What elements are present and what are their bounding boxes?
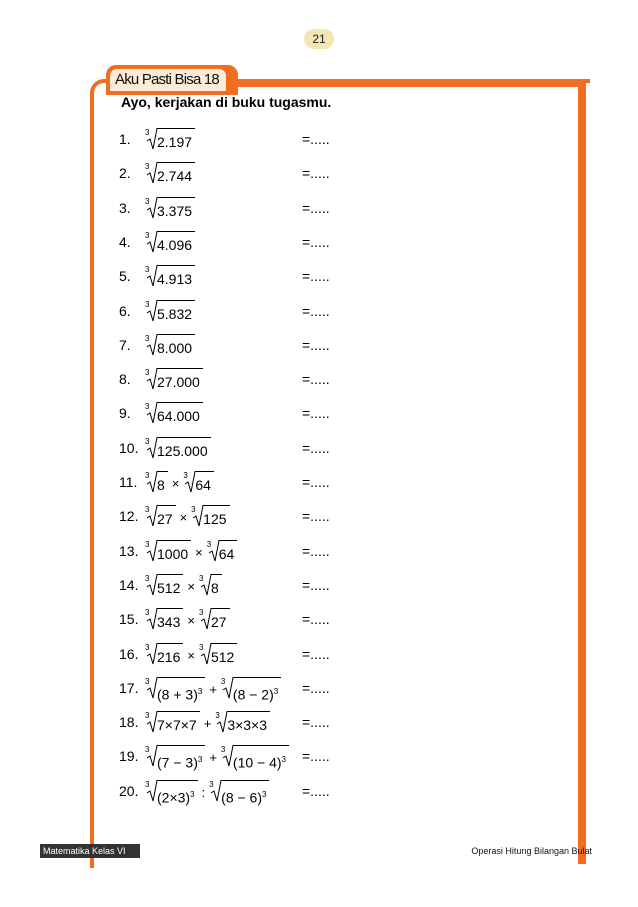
radical-sign-icon <box>145 606 159 632</box>
radical-sign-icon <box>145 469 159 495</box>
radical-sign-icon <box>145 675 159 701</box>
root-index: 3 <box>198 608 204 617</box>
cube-root <box>145 709 200 735</box>
radicand <box>157 608 183 631</box>
cube-root <box>215 709 270 735</box>
radicand <box>157 677 205 704</box>
root-index: 3 <box>145 368 150 377</box>
cube-root <box>221 743 289 769</box>
answer-blank: =..... <box>302 611 330 627</box>
cube-root <box>145 778 198 804</box>
cube-root <box>145 229 195 255</box>
footer-book-title: Matematika Kelas VI <box>40 844 140 858</box>
page-number: 21 <box>304 29 334 49</box>
radical-sign-icon <box>199 606 213 632</box>
exercise-number: 10. <box>119 440 139 456</box>
root-index: 3 <box>145 608 150 617</box>
radicand <box>157 505 176 528</box>
radicand-value: 125 <box>203 511 227 527</box>
radicand <box>157 197 195 220</box>
exercise-number: 8. <box>119 371 131 387</box>
cube-root <box>145 298 195 324</box>
exercise-expression <box>145 126 195 152</box>
operator: × <box>187 648 195 663</box>
answer-blank: =..... <box>302 543 330 559</box>
cube-root <box>199 572 222 598</box>
radical-sign-icon <box>215 709 229 735</box>
radicand <box>157 231 195 254</box>
root-index: 3 <box>215 711 220 720</box>
exercise-expression <box>145 160 195 186</box>
radical-sign-icon <box>207 538 221 564</box>
power-exponent: 3 <box>281 755 286 764</box>
radicand <box>157 162 195 185</box>
operator: : <box>201 785 206 800</box>
answer-blank: =..... <box>302 646 330 662</box>
cube-root <box>183 469 214 495</box>
power-exponent: 3 <box>190 790 195 799</box>
operator: × <box>187 613 195 628</box>
cube-root <box>145 332 195 358</box>
cube-root <box>207 538 238 564</box>
radicand-value: (2×3) <box>157 789 191 806</box>
cube-root <box>221 675 281 701</box>
exercise-expression <box>145 572 222 598</box>
cube-root <box>145 400 203 426</box>
radicand <box>157 540 191 563</box>
radical-sign-icon <box>199 641 213 667</box>
radicand <box>157 368 203 391</box>
root-index: 3 <box>145 334 150 343</box>
radicand-value: 64.000 <box>157 408 200 424</box>
radicand-value: 64 <box>195 477 211 493</box>
root-index: 3 <box>145 643 150 652</box>
radicand <box>195 471 214 494</box>
radicand <box>157 300 195 323</box>
radicand-value: 27 <box>157 511 173 527</box>
frame-right-bar <box>578 79 586 864</box>
radical-sign-icon <box>145 298 159 324</box>
radical-sign-icon <box>145 263 159 289</box>
root-index: 3 <box>145 402 150 411</box>
operator: + <box>209 682 217 697</box>
exercise-expression <box>145 195 195 221</box>
footer-chapter-title: Operasi Hitung Bilangan Bulat <box>471 846 592 856</box>
radicand-value: 343 <box>157 614 181 630</box>
exercise-number: 7. <box>119 337 131 353</box>
root-index: 3 <box>145 197 150 206</box>
exercise-expression <box>145 709 270 735</box>
answer-blank: =..... <box>302 748 330 764</box>
radical-sign-icon <box>145 538 159 564</box>
operator: × <box>171 476 180 491</box>
operator: × <box>179 510 188 525</box>
radical-sign-icon <box>191 503 205 529</box>
radicand <box>157 265 195 288</box>
radicand-value: (8 − 2) <box>232 686 274 703</box>
radicand-value: 27 <box>210 614 227 630</box>
root-index: 3 <box>145 300 150 309</box>
root-index: 3 <box>145 780 150 789</box>
radicand-value: (8 + 3) <box>157 686 198 703</box>
radicand-value: 4.096 <box>157 237 193 253</box>
exercise-expression <box>145 229 195 255</box>
power-exponent: 3 <box>197 755 203 764</box>
radicand <box>211 608 230 631</box>
exercise-expression <box>145 263 195 289</box>
exercise-number: 13. <box>119 543 139 559</box>
radicand-value: 125.000 <box>157 443 208 459</box>
radical-sign-icon <box>145 160 159 186</box>
root-index: 3 <box>145 231 150 240</box>
radicand-value: 8 <box>157 477 165 493</box>
power-exponent: 3 <box>197 687 203 696</box>
footer <box>0 844 638 858</box>
answer-blank: =..... <box>302 303 330 319</box>
exercise-expression <box>145 606 230 632</box>
cube-root <box>209 778 269 804</box>
radical-sign-icon <box>209 778 223 804</box>
root-index: 3 <box>206 540 212 549</box>
root-index: 3 <box>198 574 204 583</box>
radicand <box>157 745 205 772</box>
root-index: 3 <box>145 437 150 446</box>
exercise-number: 3. <box>119 200 131 216</box>
answer-blank: =..... <box>302 371 330 387</box>
radical-sign-icon <box>221 743 235 769</box>
exercise-number: 12. <box>119 508 139 524</box>
root-index: 3 <box>183 471 188 480</box>
radicand-value: 8 <box>210 580 219 596</box>
radical-sign-icon <box>145 709 159 735</box>
exercise-expression <box>145 332 195 358</box>
radicand-value: 512 <box>210 649 235 665</box>
exercise-number: 16. <box>119 646 139 662</box>
root-index: 3 <box>191 505 196 514</box>
answer-blank: =..... <box>302 234 330 250</box>
cube-root <box>145 435 211 461</box>
radical-sign-icon <box>145 195 159 221</box>
cube-root <box>145 366 203 392</box>
exercise-expression <box>145 641 237 667</box>
radicand-value: (7 − 3) <box>157 754 198 771</box>
radicand <box>157 334 195 357</box>
exercise-number: 4. <box>119 234 131 250</box>
answer-blank: =..... <box>302 200 330 216</box>
answer-blank: =..... <box>302 268 330 284</box>
radicand-value: 7×7×7 <box>157 717 197 733</box>
cube-root <box>145 263 195 289</box>
radicand-value: 512 <box>157 580 181 596</box>
cube-root <box>145 503 176 529</box>
root-index: 3 <box>145 162 150 171</box>
cube-root <box>145 469 168 495</box>
answer-blank: =..... <box>302 131 330 147</box>
cube-root <box>145 675 205 701</box>
operator: × <box>187 579 195 594</box>
cube-root <box>191 503 229 529</box>
exercise-number: 9. <box>119 405 131 421</box>
exercise-expression <box>145 778 269 804</box>
power-exponent: 3 <box>262 790 267 799</box>
radicand <box>233 677 281 704</box>
radicand <box>227 711 270 734</box>
cube-root <box>145 538 191 564</box>
answer-blank: =..... <box>302 508 330 524</box>
exercise-expression <box>145 503 230 529</box>
radicand-value: (8 − 6) <box>221 789 263 806</box>
exercise-number: 19. <box>119 748 139 764</box>
radicand-value: 64 <box>218 546 235 562</box>
cube-root <box>145 126 195 152</box>
power-exponent: 3 <box>273 687 279 696</box>
answer-blank: =..... <box>302 680 330 696</box>
radical-sign-icon <box>145 503 159 529</box>
radical-sign-icon <box>145 435 159 461</box>
radical-sign-icon <box>221 675 235 701</box>
exercise-expression <box>145 435 211 461</box>
radical-sign-icon <box>145 641 159 667</box>
answer-blank: =..... <box>302 405 330 421</box>
radicand-value: (10 − 4) <box>232 754 282 771</box>
radical-sign-icon <box>145 743 159 769</box>
answer-blank: =..... <box>302 440 330 456</box>
exercise-expression <box>145 469 214 495</box>
cube-root <box>145 195 195 221</box>
exercise-number: 17. <box>119 680 139 696</box>
exercise-expression <box>145 743 289 769</box>
radicand <box>157 711 200 734</box>
radical-sign-icon <box>145 400 159 426</box>
radicand <box>233 745 289 772</box>
exercise-number: 6. <box>119 303 131 319</box>
radicand <box>211 643 237 666</box>
radicand-value: 3×3×3 <box>227 717 268 733</box>
radicand <box>221 780 269 807</box>
exercise-number: 15. <box>119 611 139 627</box>
radicand <box>203 505 229 528</box>
exercise-number: 1. <box>119 131 131 147</box>
radicand-value: 27.000 <box>157 374 200 390</box>
operator: × <box>195 545 203 560</box>
answer-blank: =..... <box>302 714 330 730</box>
radicand-value: 2.197 <box>157 134 193 150</box>
radicand <box>157 402 203 425</box>
root-index: 3 <box>145 574 150 583</box>
cube-root <box>145 641 183 667</box>
exercise-number: 14. <box>119 577 139 593</box>
cube-root <box>145 572 183 598</box>
radicand-value: 4.913 <box>157 271 193 287</box>
exercise-number: 11. <box>119 474 138 490</box>
cube-root <box>199 641 237 667</box>
section-title: Aku Pasti Bisa 18 <box>110 69 226 91</box>
root-index: 3 <box>145 265 150 274</box>
cube-root <box>199 606 230 632</box>
operator: + <box>203 716 212 731</box>
root-index: 3 <box>145 128 150 137</box>
radicand <box>157 437 211 460</box>
exercise-expression <box>145 366 203 392</box>
answer-blank: =..... <box>302 165 330 181</box>
cube-root <box>145 606 183 632</box>
root-index: 3 <box>220 677 226 686</box>
answer-blank: =..... <box>302 577 330 593</box>
answer-blank: =..... <box>302 337 330 353</box>
radical-sign-icon <box>145 778 159 804</box>
root-index: 3 <box>145 505 150 514</box>
radical-sign-icon <box>145 126 159 152</box>
root-index: 3 <box>145 711 150 720</box>
radicand <box>157 780 198 807</box>
exercise-number: 5. <box>119 268 131 284</box>
instruction-text: Ayo, kerjakan di buku tugasmu. <box>121 94 332 110</box>
radical-sign-icon <box>145 572 159 598</box>
root-index: 3 <box>145 745 150 754</box>
cube-root <box>145 160 195 186</box>
radicand <box>157 643 183 666</box>
radicand-value: 5.832 <box>157 306 193 322</box>
radical-sign-icon <box>183 469 197 495</box>
operator: + <box>209 750 217 765</box>
answer-blank: =..... <box>302 474 330 490</box>
radicand <box>157 128 195 151</box>
radicand <box>219 540 238 563</box>
radicand <box>157 574 183 597</box>
exercise-number: 20. <box>119 783 139 799</box>
radicand-value: 2.744 <box>157 168 193 184</box>
exercise-expression <box>145 538 237 564</box>
radicand-value: 8.000 <box>157 340 193 356</box>
exercise-expression <box>145 298 195 324</box>
root-index: 3 <box>209 780 214 789</box>
exercise-number: 18. <box>119 714 139 730</box>
root-index: 3 <box>145 677 150 686</box>
radical-sign-icon <box>145 229 159 255</box>
radicand-value: 216 <box>157 649 181 665</box>
radicand-value: 1000 <box>157 546 189 562</box>
root-index: 3 <box>220 745 226 754</box>
exercise-expression <box>145 400 203 426</box>
exercise-expression <box>145 675 281 701</box>
frame-top-bar <box>230 79 586 87</box>
radicand-value: 3.375 <box>157 203 193 219</box>
answer-blank: =..... <box>302 783 330 799</box>
radical-sign-icon <box>145 332 159 358</box>
cube-root <box>145 743 205 769</box>
root-index: 3 <box>198 643 204 652</box>
exercise-number: 2. <box>119 165 131 181</box>
radical-sign-icon <box>199 572 213 598</box>
radical-sign-icon <box>145 366 159 392</box>
root-index: 3 <box>145 471 150 480</box>
root-index: 3 <box>145 540 150 549</box>
